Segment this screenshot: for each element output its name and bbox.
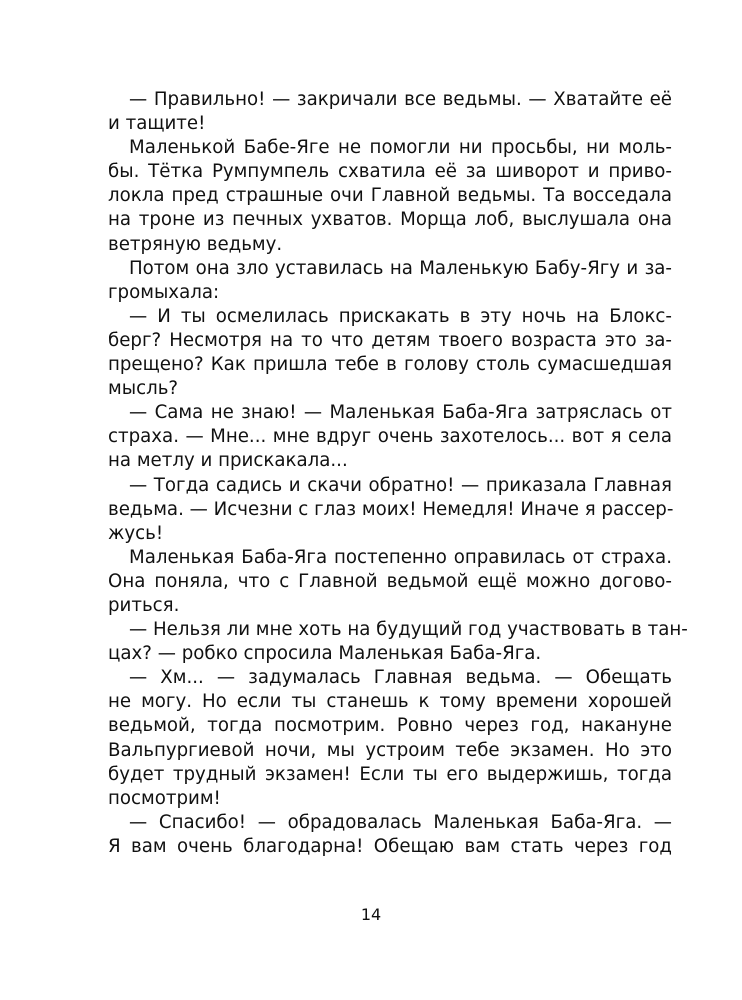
- text-line: мысль?: [108, 378, 179, 400]
- text-line: — Спасибо! — обрадовалась Маленькая Баба-Яга. —: [129, 811, 672, 833]
- text-line: ветряную ведьму.: [108, 233, 283, 255]
- text-line: посмотрим!: [108, 787, 221, 809]
- text-line: — И ты осмелилась прискакать в эту ночь на Блокс-: [129, 305, 672, 327]
- page-number: 14: [360, 905, 382, 924]
- text-line: — Нельзя ли мне хоть на будущий год участвовать в тан-: [129, 619, 688, 641]
- text-line: жусь!: [108, 522, 164, 544]
- text-line: на троне из печных ухватов. Морща лоб, выслушала она: [108, 209, 672, 231]
- text-line: — Сама не знаю! — Маленькая Баба-Яга затряслась от: [129, 402, 672, 424]
- text-line: страха. — Мне... мне вдруг очень захотелось... вот я села: [108, 426, 672, 448]
- text-line: громыхала:: [108, 281, 220, 303]
- text-line: бы. Тётка Румпумпель схватила её за шиворот и приво-: [108, 161, 672, 183]
- book-page-text: [108, 88, 688, 859]
- text-line: берг? Несмотря на то что детям твоего возраста это за-: [108, 329, 672, 351]
- text-line: Маленькой Бабе-Яге не помогли ни просьбы, ни моль-: [129, 137, 672, 159]
- text-line: Потом она зло уставилась на Маленькую Бабу-Ягу и за-: [129, 257, 672, 279]
- text-line: будет трудный экзамен! Если ты его выдержишь, тогда: [108, 763, 672, 785]
- text-line: Маленькая Баба-Яга постепенно оправилась от страха.: [129, 546, 672, 568]
- text-line: ведьмой, тогда посмотрим. Ровно через год, накануне: [108, 715, 672, 737]
- text-line: Она поняла, что с Главной ведьмой ещё можно догово-: [108, 570, 672, 592]
- text-line: — Тогда садись и скачи обратно! — приказала Главная: [129, 474, 672, 496]
- text-line: Вальпургиевой ночи, мы устроим тебе экзамен. Но это: [108, 739, 672, 761]
- text-line: на метлу и прискакала...: [108, 450, 348, 472]
- text-line: Я вам очень благодарна! Обещаю вам стать через год: [108, 835, 672, 857]
- text-line: — Правильно! — закричали все ведьмы. — Хватайте её: [129, 89, 672, 110]
- text-line: и тащите!: [108, 113, 206, 135]
- text-line: риться.: [108, 594, 180, 616]
- text-line: — Хм... — задумалась Главная ведьма. — Обещать: [129, 667, 672, 689]
- text-line: не могу. Но если ты станешь к тому времени хорошей: [108, 691, 672, 713]
- text-line: ведьма. — Исчезни с глаз моих! Немедля! Иначе я рассер-: [108, 498, 674, 520]
- text-line: цах? — робко спросила Маленькая Баба-Яга.: [108, 643, 542, 665]
- text-line: прещено? Как пришла тебе в голову столь сумасшедшая: [108, 354, 672, 376]
- text-line: локла пред страшные очи Главной ведьмы. Та восседала: [108, 185, 672, 207]
